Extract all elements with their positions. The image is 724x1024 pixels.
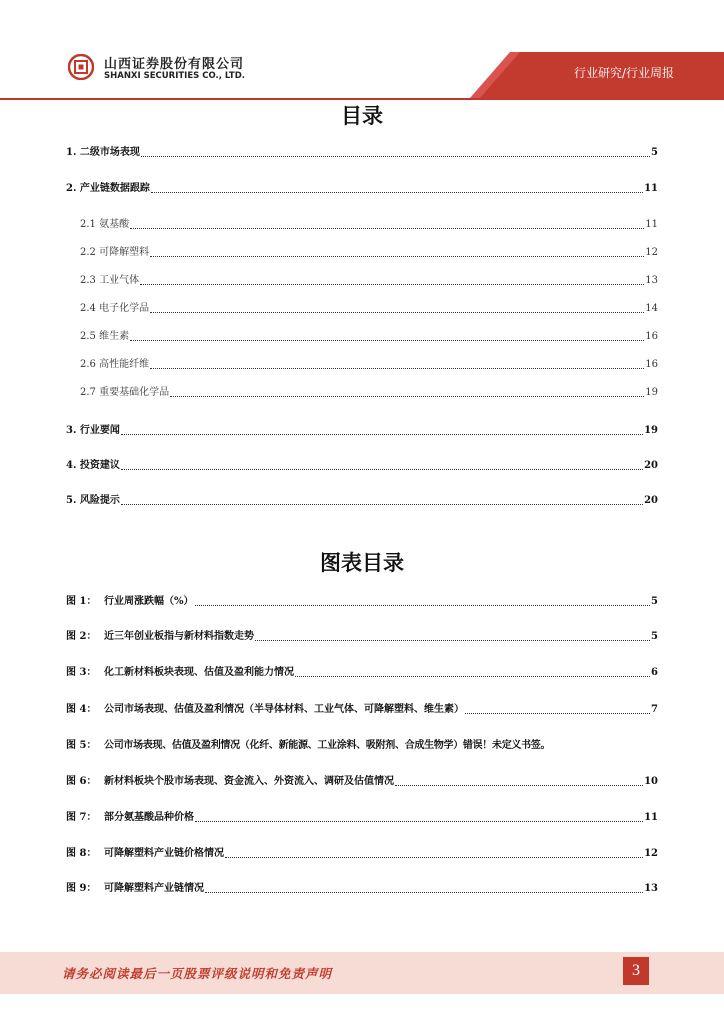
toc-entry[interactable] (80, 328, 658, 344)
toc-entry[interactable] (66, 422, 658, 438)
toc-entry-label: 3. 行业要闻 (66, 425, 120, 436)
figure-entry-number: 图 3： (66, 667, 97, 678)
toc-entry-label: 2.6 高性能纤维 (80, 359, 150, 370)
figure-entry-page: 5 (651, 631, 658, 642)
company-name-en: SHANXI SECURITIES CO., LTD. (104, 71, 246, 81)
toc-entry-page: 19 (645, 387, 658, 398)
figure-entry-number: 图 4： (66, 704, 97, 715)
toc-entry-label: 2.7 重要基础化学品 (80, 387, 170, 398)
toc-entry-label: 2. 产业链数据跟踪 (66, 183, 150, 194)
report-section-label: 行业研究/行业周报 (573, 66, 674, 80)
toc-entry[interactable] (80, 272, 658, 288)
figure-entry[interactable] (66, 809, 658, 825)
figure-entry-page: 12 (644, 848, 658, 859)
toc-entry-page: 14 (645, 303, 658, 314)
figure-entry[interactable] (66, 737, 658, 753)
toc-entry-page: 20 (644, 460, 658, 471)
toc-entry-label: 2.3 工业气体 (80, 275, 140, 286)
disclaimer-notice: 请务必阅读最后一页股票评级说明和免责声明 (62, 966, 333, 981)
toc-entry-page: 5 (651, 147, 658, 158)
figure-entry-page: 13 (644, 883, 658, 894)
toc-entry[interactable] (66, 180, 658, 196)
toc-entry[interactable] (66, 457, 658, 473)
company-name-cn: 山西证券股份有限公司 (104, 57, 245, 72)
toc-entry-label: 1. 二级市场表现 (66, 147, 140, 158)
figure-entry-number: 图 2： (66, 631, 97, 642)
figure-entry-label: 行业周涨跌幅（%） (104, 596, 194, 607)
figure-entry-page: 6 (651, 667, 658, 678)
toc-entry-label: 2.4 电子化学品 (80, 303, 150, 314)
figure-entry-label: 可降解塑料产业链价格情况 (104, 848, 224, 859)
page-number: 3 (623, 957, 649, 985)
toc-title: 目录 (341, 104, 383, 128)
figure-entry-label: 公司市场表现、估值及盈利情况（半导体材料、工业气体、可降解塑料、维生素） (104, 704, 464, 715)
figure-entry[interactable] (66, 593, 658, 609)
figure-entry-label: 公司市场表现、估值及盈利情况（化纤、新能源、工业涂料、吸附剂、合成生物学）错误！未定义书签。 (104, 740, 551, 751)
toc-entry[interactable] (80, 300, 658, 316)
figure-entry-number: 图 9： (66, 883, 97, 894)
figure-entry-label: 新材料板块个股市场表现、资金流入、外资流入、调研及估值情况 (104, 776, 394, 787)
figure-entry-number: 图 1： (66, 596, 97, 607)
toc-entry[interactable] (66, 492, 658, 508)
figure-entry-page: 5 (651, 596, 658, 607)
toc-entry[interactable] (80, 244, 658, 260)
figure-entry-label: 部分氨基酸品种价格 (104, 812, 194, 823)
toc-entry-page: 12 (645, 247, 658, 258)
toc-entry-page: 11 (645, 219, 658, 230)
page-header (0, 0, 724, 100)
figure-entry-label: 近三年创业板指与新材料指数走势 (104, 631, 254, 642)
figure-entry[interactable] (66, 628, 658, 644)
figure-entry[interactable] (66, 701, 658, 717)
toc-entry-page: 16 (645, 359, 658, 370)
figure-entry-label: 可降解塑料产业链情况 (104, 883, 204, 894)
toc-entry[interactable] (80, 216, 658, 232)
toc-entry-page: 13 (645, 275, 658, 286)
figure-entry[interactable] (66, 845, 658, 861)
toc-entry-label: 4. 投资建议 (66, 460, 120, 471)
toc-entry[interactable] (66, 144, 658, 160)
toc-entry-page: 20 (644, 495, 658, 506)
toc-entry-label: 2.1 氨基酸 (80, 219, 130, 230)
figure-list-title: 图表目录 (320, 551, 404, 575)
toc-entry[interactable] (80, 384, 658, 400)
figure-entry-number: 图 8： (66, 848, 97, 859)
figure-entry-page: 10 (644, 776, 658, 787)
toc-entry-page: 16 (645, 331, 658, 342)
company-logo-icon (68, 54, 94, 80)
toc-entry-page: 11 (644, 183, 658, 194)
toc-entry-label: 2.2 可降解塑料 (80, 247, 150, 258)
toc-entry-label: 5. 风险提示 (66, 495, 120, 506)
figure-entry-number: 图 5： (66, 740, 97, 751)
figure-entry-page: 11 (644, 812, 658, 823)
figure-entry[interactable] (66, 880, 658, 896)
figure-entry-label: 化工新材料板块表现、估值及盈利能力情况 (104, 667, 294, 678)
toc-entry-page: 19 (644, 425, 658, 436)
figure-entry[interactable] (66, 773, 658, 789)
toc-entry[interactable] (80, 356, 658, 372)
figure-entry-number: 图 6： (66, 776, 97, 787)
figure-entry-page: 7 (651, 704, 658, 715)
figure-entry-number: 图 7： (66, 812, 97, 823)
figure-entry[interactable] (66, 664, 658, 680)
toc-entry-label: 2.5 维生素 (80, 331, 130, 342)
